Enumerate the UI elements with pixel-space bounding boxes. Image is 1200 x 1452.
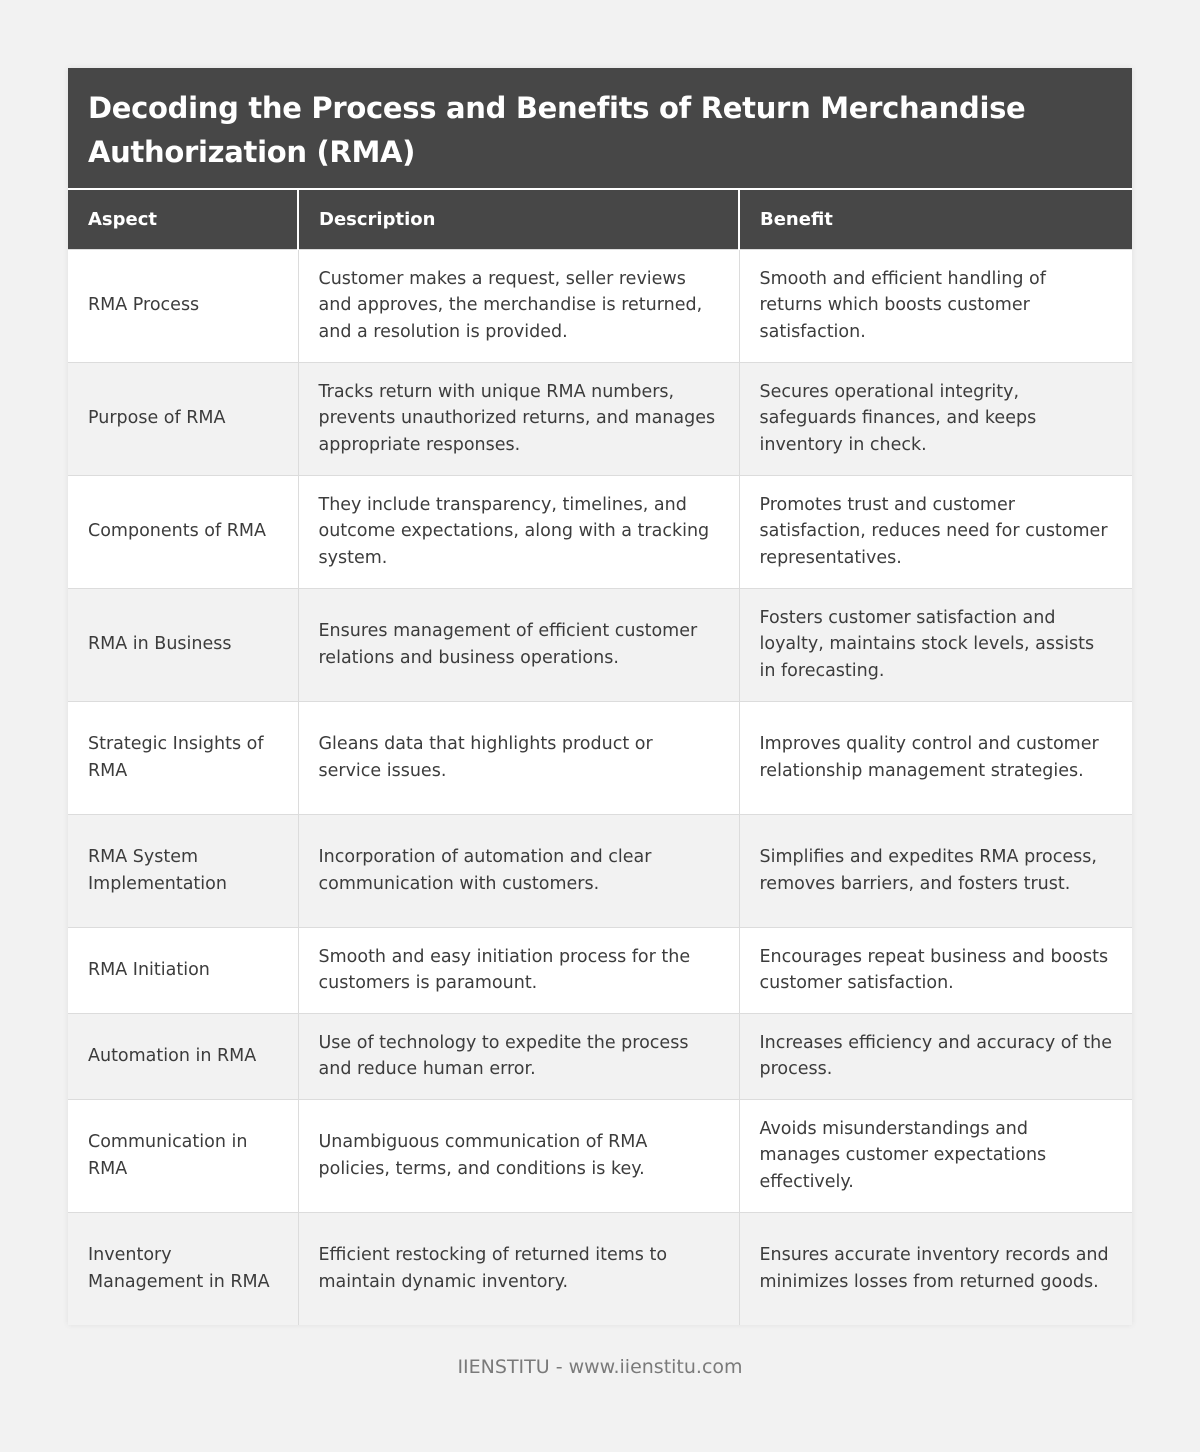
- rma-table-card: [68, 68, 1132, 1325]
- benefit-cell: Smooth and efficient handling of returns which boosts customer satisfaction.: [739, 249, 1132, 362]
- benefit-cell: Secures operational integrity, safeguards finances, and keeps inventory in check.: [739, 362, 1132, 475]
- description-cell: Ensures management of efficient customer relations and business operations.: [298, 588, 739, 701]
- title-bar: [68, 68, 1132, 188]
- benefit-cell: Ensures accurate inventory records and minimizes losses from returned goods.: [739, 1212, 1132, 1325]
- aspect-cell: Components of RMA: [68, 475, 298, 588]
- aspect-cell: Strategic Insights of RMA: [68, 701, 298, 814]
- table-row: [68, 1212, 1132, 1325]
- description-cell: Gleans data that highlights product or service issues.: [298, 701, 739, 814]
- table-row: [68, 249, 1132, 362]
- benefit-cell: Increases efficiency and accuracy of the process.: [739, 1013, 1132, 1099]
- description-cell: Smooth and easy initiation process for the customers is paramount.: [298, 927, 739, 1013]
- benefit-cell: Promotes trust and customer satisfaction, reduces need for customer representatives.: [739, 475, 1132, 588]
- table-row: [68, 475, 1132, 588]
- description-cell: They include transparency, timelines, and outcome expectations, along with a tracking system.: [298, 475, 739, 588]
- aspect-cell: RMA in Business: [68, 588, 298, 701]
- description-cell: Use of technology to expedite the process and reduce human error.: [298, 1013, 739, 1099]
- benefit-cell: Simplifies and expedites RMA process, removes barriers, and fosters trust.: [739, 814, 1132, 927]
- description-cell: Efficient restocking of returned items to maintain dynamic inventory.: [298, 1212, 739, 1325]
- column-header-aspect: Aspect: [68, 189, 298, 249]
- benefit-cell: Improves quality control and customer relationship management strategies.: [739, 701, 1132, 814]
- benefit-cell: Avoids misunderstandings and manages customer expectations effectively.: [739, 1099, 1132, 1212]
- rma-table: [68, 188, 1132, 1325]
- column-header-benefit: Benefit: [739, 189, 1132, 249]
- table-row: [68, 927, 1132, 1013]
- table-row: [68, 1013, 1132, 1099]
- table-row: [68, 1099, 1132, 1212]
- footer-credit: IIENSTITU - www.iienstitu.com: [457, 1356, 743, 1378]
- description-cell: Unambiguous communication of RMA policies, terms, and conditions is key.: [298, 1099, 739, 1212]
- description-cell: Incorporation of automation and clear communication with customers.: [298, 814, 739, 927]
- benefit-cell: Encourages repeat business and boosts customer satisfaction.: [739, 927, 1132, 1013]
- table-header-row: [68, 189, 1132, 249]
- page-title: Decoding the Process and Benefits of Return Merchandise Authorization (RMA): [88, 91, 1026, 169]
- column-header-description: Description: [298, 189, 739, 249]
- table-row: [68, 701, 1132, 814]
- table-row: [68, 362, 1132, 475]
- aspect-cell: Communication in RMA: [68, 1099, 298, 1212]
- aspect-cell: Automation in RMA: [68, 1013, 298, 1099]
- aspect-cell: RMA Initiation: [68, 927, 298, 1013]
- aspect-cell: RMA Process: [68, 249, 298, 362]
- aspect-cell: Purpose of RMA: [68, 362, 298, 475]
- benefit-cell: Fosters customer satisfaction and loyalty, maintains stock levels, assists in forecasting.: [739, 588, 1132, 701]
- description-cell: Tracks return with unique RMA numbers, prevents unauthorized returns, and manages appropriate responses.: [298, 362, 739, 475]
- table-row: [68, 814, 1132, 927]
- aspect-cell: Inventory Management in RMA: [68, 1212, 298, 1325]
- description-cell: Customer makes a request, seller reviews and approves, the merchandise is returned, and a resolution is provided.: [298, 249, 739, 362]
- table-row: [68, 588, 1132, 701]
- aspect-cell: RMA System Implementation: [68, 814, 298, 927]
